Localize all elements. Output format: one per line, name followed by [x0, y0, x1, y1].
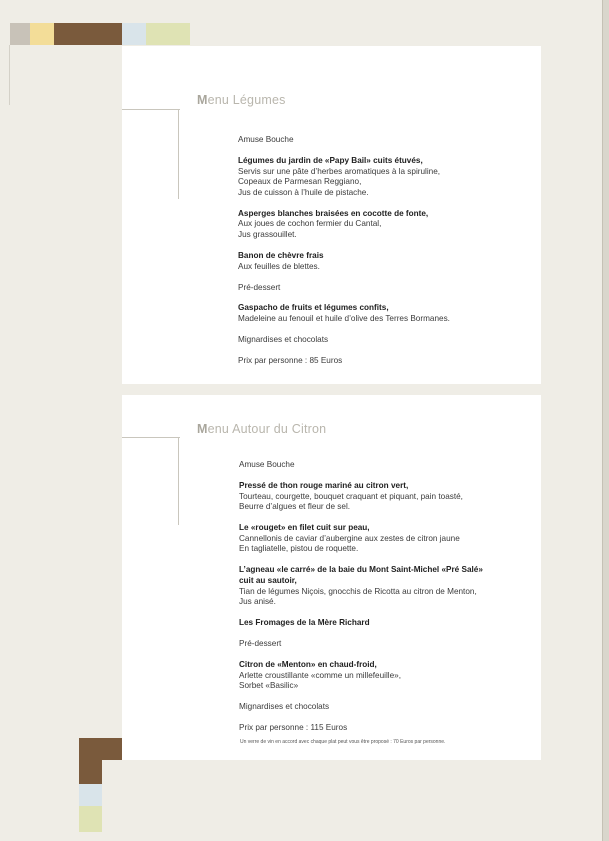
menu-citron-list [239, 460, 534, 744]
course-asperges: Asperges blanches braisées en cocotte de fonte, Aux joues de cochon fermier du Cantal, Jus grassouillet. [238, 208, 429, 239]
menu-legumes-panel [122, 46, 541, 384]
course-mignardises: Mignardises et chocolats [239, 702, 330, 712]
left-guide-line [9, 45, 10, 105]
course-amuse-bouche: Amuse Bouche [238, 135, 294, 144]
course-banon: Banon de chèvre frais Aux feuilles de blettes. [238, 250, 324, 271]
course-amuse-bouche: Amuse Bouche [239, 460, 295, 469]
course-fromages: Les Fromages de la Mère Richard [239, 618, 370, 628]
title-rule [122, 109, 180, 110]
title-initial: M [197, 422, 208, 436]
title-rule [122, 437, 180, 438]
course-legumes-jardin: Légumes du jardin de «Papy Bail» cuits étuvés, Servis sur une pâte d’herbes aromatiques à la spiruline, Copeaux de Parmesan Reggiano, Jus de cuisson à l’huile de pistache. [238, 155, 441, 197]
title-rest: enu Légumes [207, 93, 286, 107]
swatch-brown-bottom [79, 738, 124, 760]
menu-legumes-list [238, 135, 528, 377]
title-rest: enu Autour du Citron [207, 422, 327, 436]
swatch-yellow [30, 23, 54, 45]
course-gaspacho: Gaspacho de fruits et légumes confits, Madeleine au fenouil et huile d’olive des Terres Bormanes. [238, 303, 450, 324]
title-rule-vertical [178, 109, 179, 199]
course-citron-menton: Citron de «Menton» en chaud-froid, Arlette croustillante «comme un millefeuille», Sorbet «Basilic» [239, 660, 402, 691]
course-agneau: L’agneau «le carré» de la baie du Mont Saint-Michel «Pré Salé» cuit au sautoir, Tian de légumes Niçois, gnocchis de Ricotta au citron de Menton, Jus anisé. [239, 565, 483, 607]
course-thon-rouge: Pressé de thon rouge mariné au citron vert, Tourteau, courgette, bouquet craquant et piquant, pain toasté, Beurre d’algues et fleur de sel. [239, 480, 463, 512]
course-pre-dessert: Pré-dessert [238, 282, 281, 292]
course-pre-dessert: Pré-dessert [239, 639, 282, 649]
swatch-olive-bottom [79, 806, 102, 832]
wine-pairing-note: Un verre de vin en accord avec chaque plat peut vous être proposé : 70 Euros par personne. [240, 739, 446, 745]
swatch-brown-bottom-stem [79, 760, 102, 784]
swatch-blue-bottom [79, 784, 102, 806]
menu-legumes-title [197, 93, 286, 107]
swatch-grey [10, 23, 30, 45]
menu-price: Prix par personne : 115 Euros [239, 723, 348, 733]
course-rouget: Le «rouget» en filet cuit sur peau, Cannellonis de caviar d’aubergine aux zestes de citron jaune En tagliatelle, pistou de roquette. [239, 523, 460, 554]
menu-citron-panel [122, 395, 541, 760]
title-rule-vertical [178, 437, 179, 525]
title-initial: M [197, 93, 208, 107]
swatch-blue [122, 23, 146, 45]
menu-price: Prix par personne : 85 Euros [238, 356, 343, 366]
menu-citron-title [197, 422, 326, 436]
swatch-olive [146, 23, 190, 45]
course-mignardises: Mignardises et chocolats [238, 335, 329, 345]
swatch-brown [54, 23, 122, 45]
page-edge [602, 0, 609, 841]
